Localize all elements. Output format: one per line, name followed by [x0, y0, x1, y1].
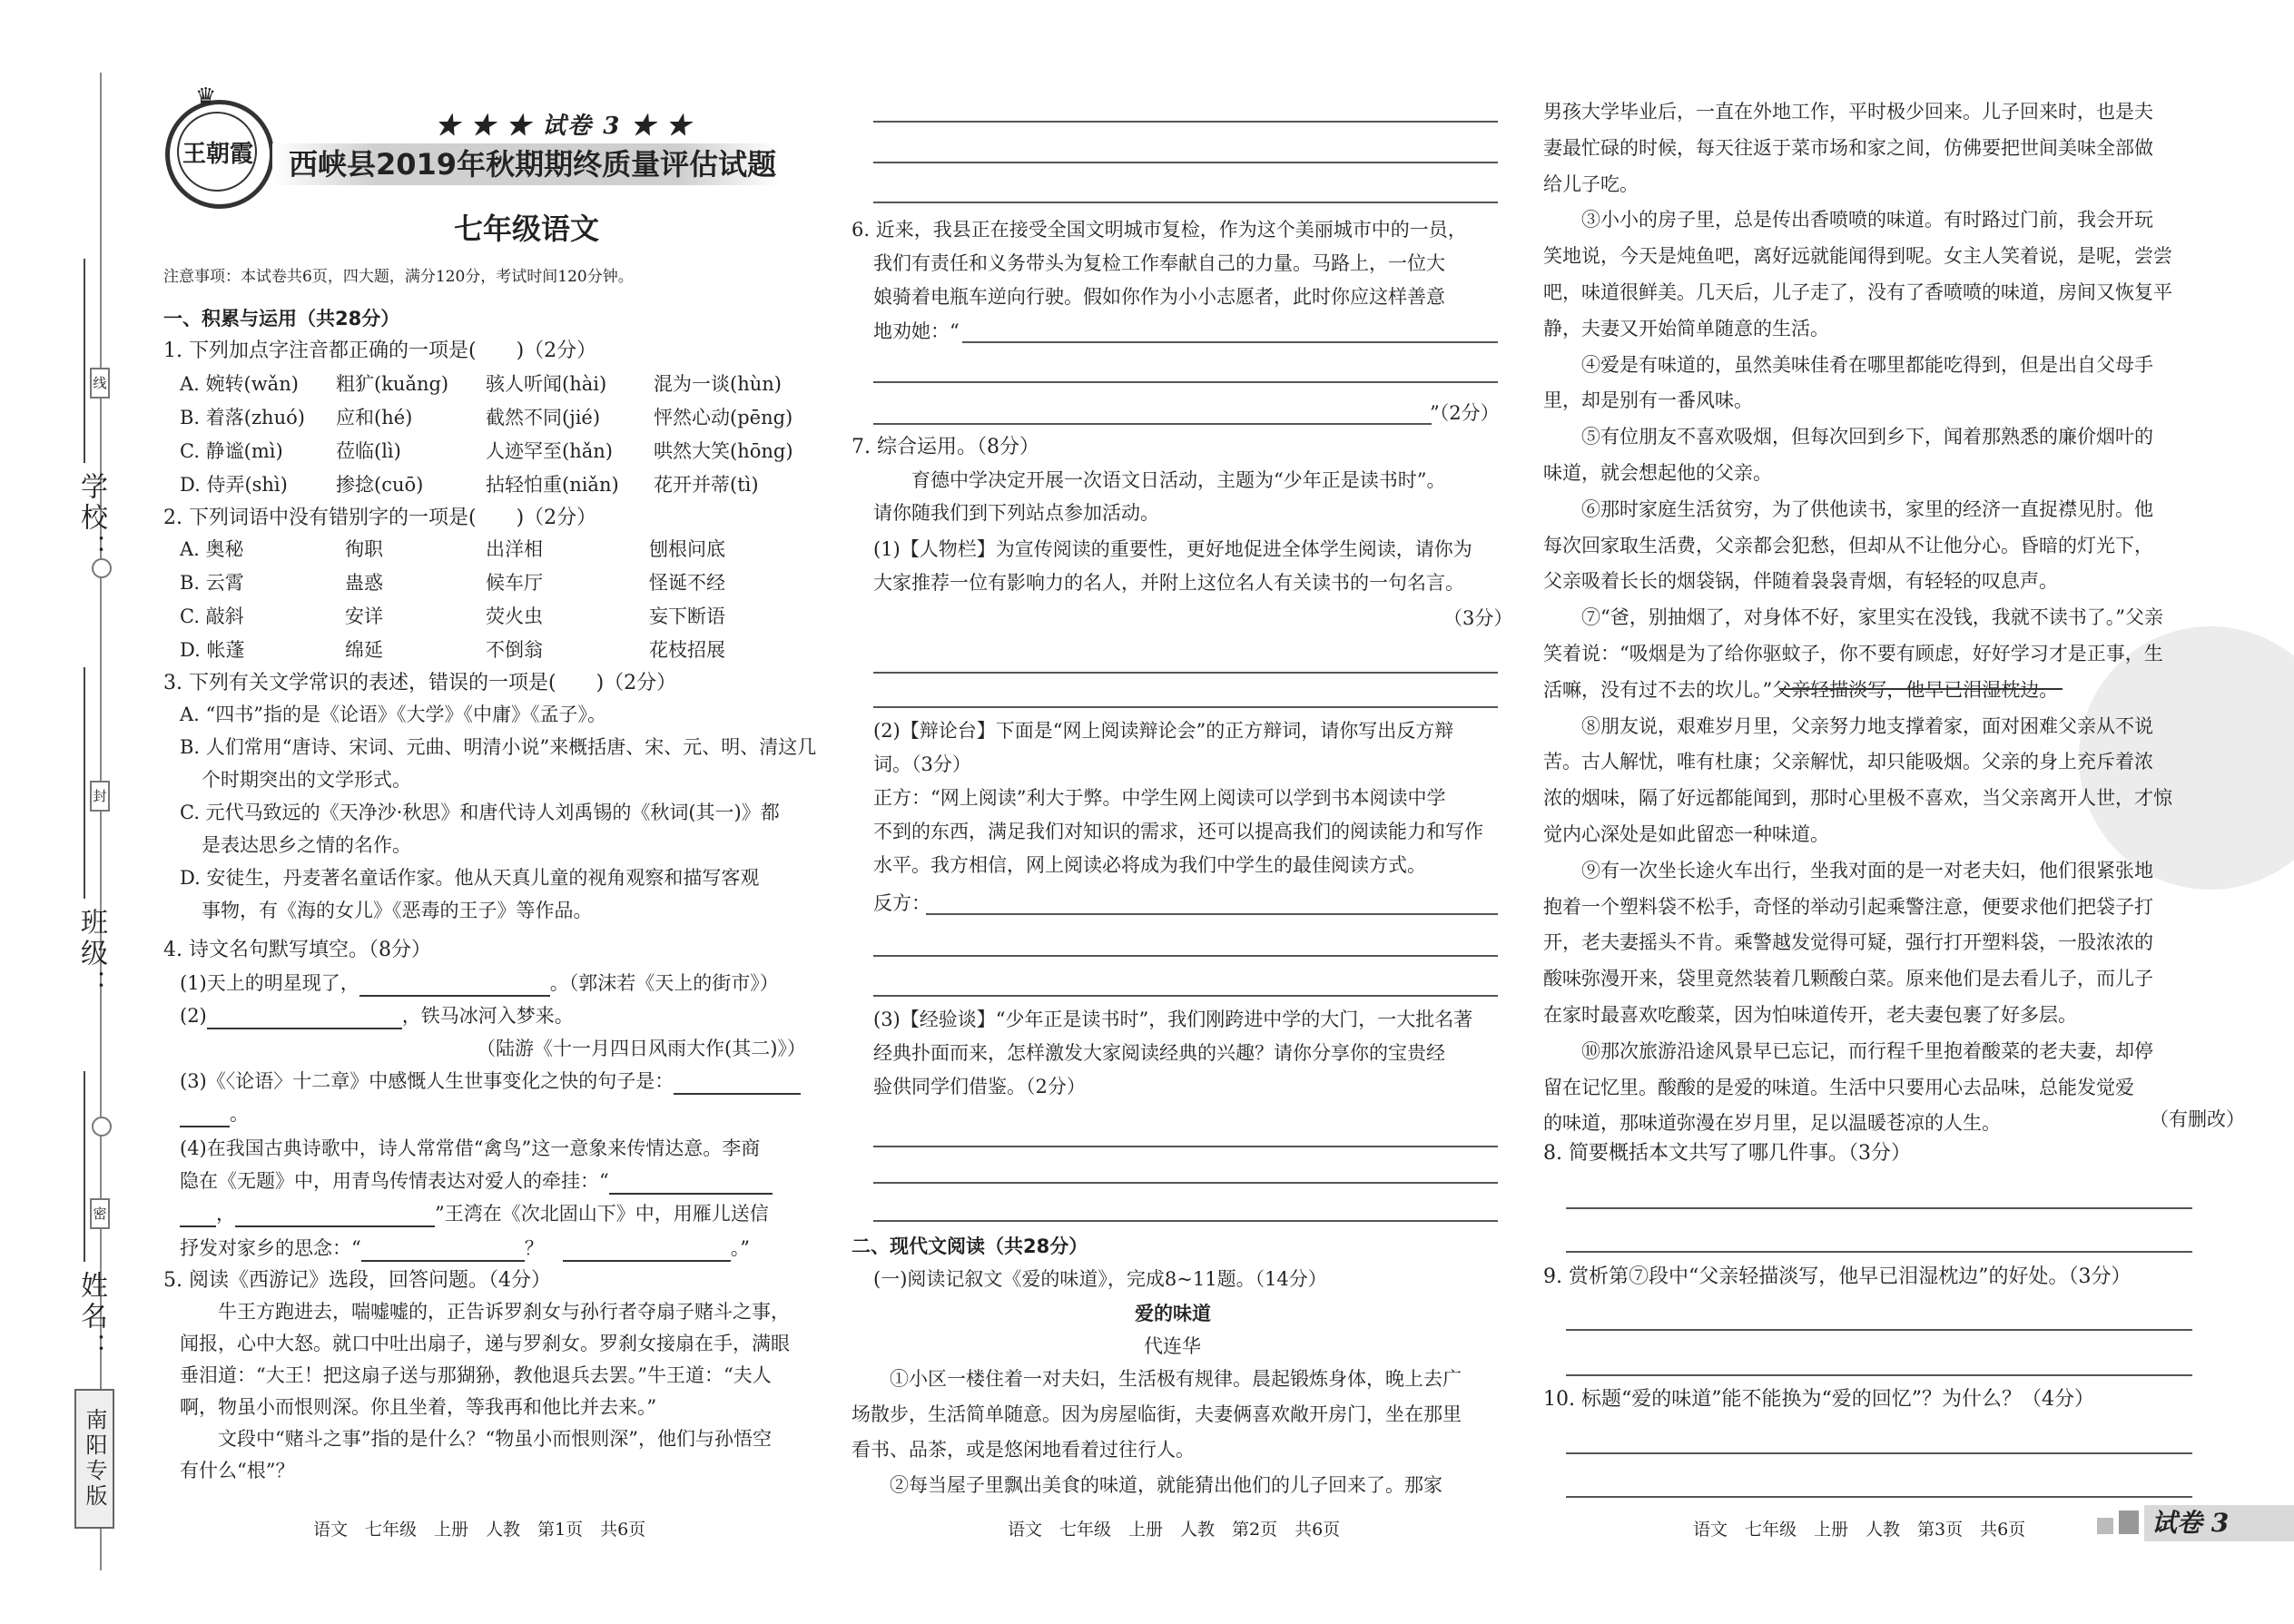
class-field[interactable]: [84, 667, 85, 899]
seal-char-mi: 密: [90, 1198, 110, 1229]
section-2-title: 二、现代文阅读（共28分）: [852, 1235, 1088, 1257]
story-line: 酸味弥漫开来，袋里竟然装着几颗酸白菜。原来他们是去看儿子，而儿子: [1543, 968, 2153, 990]
q4-4-blank-c[interactable]: [235, 1225, 435, 1227]
q3-option-line: 是表达思乡之情的名作。: [202, 834, 411, 856]
q7-1-score: （3分）: [1443, 607, 1513, 629]
q4-2: (2) ，铁马冰河入梦来。: [180, 1002, 574, 1029]
paper-tag: 试卷 3: [2151, 1508, 2230, 1538]
q7-2-line: 正方：“网上阅读”利大于弊。中学生网上阅读可以学到书本阅读中学: [873, 787, 1446, 809]
q5-passage-line: 牛王方跑进去，喘嘘嘘的，正告诉罗刹女与孙行者夺扇子赌斗之事，: [180, 1301, 790, 1323]
class-label: 班级：: [75, 908, 107, 1000]
q8-answer-line[interactable]: [1566, 1207, 2192, 1209]
story-line: 吧，味道很鲜美。几天后，儿子走了，没有了香喷喷的味道，房间又恢复平: [1543, 281, 2172, 303]
q4-4-blank-d[interactable]: [361, 1260, 525, 1262]
footer-page-1: 语文 七年级 上册 人教 第1页 共6页: [313, 1520, 646, 1540]
q6-answer-line[interactable]: [873, 423, 1432, 425]
q7-2-answer-line[interactable]: [926, 913, 1498, 915]
answer-line[interactable]: [873, 121, 1498, 123]
q1-option: 莅临(lì): [336, 440, 401, 462]
q5-passage-line: 有什么“根”？: [180, 1460, 295, 1481]
q2-option: 刨根问底: [649, 538, 725, 560]
story-line: 给儿子吃。: [1543, 172, 1639, 195]
subject-title: 七年级语文: [454, 212, 600, 246]
seal-char-feng: 封: [90, 781, 110, 812]
q2-option: 荧火虫: [486, 605, 543, 627]
q6-line: 我们有责任和义务带头为复检工作奉献自己的力量。马路上，一位大: [873, 252, 1445, 274]
q1-option: B. 着落(zhuó): [180, 407, 305, 428]
q4-3: (3)《〈论语〉十二章》中感慨人生世事变化之快的句子是：: [180, 1068, 801, 1095]
q10-answer-line[interactable]: [1566, 1452, 2192, 1454]
q1-option: C. 静谧(mì): [180, 440, 283, 462]
q2-option: 绵延: [345, 639, 383, 661]
story-line: 浓的烟味，隔了好远都能闻到，那时心里极不喜欢，当父亲离开人世，才惊: [1543, 787, 2172, 810]
footer-page-2: 语文 七年级 上册 人教 第2页 共6页: [1008, 1520, 1341, 1540]
q4-4-blank-a[interactable]: [609, 1193, 773, 1195]
q2-stem: 2. 下列词语中没有错别字的一项是( )（2分）: [163, 507, 597, 529]
story-line: 笑着说：“吸烟是为了给你驱蚊子，你不要有顾虑，好好学习才是正事，生: [1543, 643, 2163, 664]
q2-option: 不倒翁: [486, 639, 543, 661]
q5-passage-line: 啊，物虽小而恨则深。你且坐着，等我再和他比并去来。”: [180, 1396, 657, 1418]
q7-3-line: 验供同学们借鉴。（2分）: [873, 1076, 1086, 1097]
q6-score: ”（2分）: [1430, 402, 1500, 424]
q2-option: 安详: [345, 605, 383, 627]
answer-line[interactable]: [873, 162, 1498, 163]
story-line: ①小区一楼住着一对夫妇，生活极有规律。晨起锻炼身体，晚上去广: [852, 1368, 1462, 1390]
story-line: 觉内心深处是如此留恋一种味道。: [1543, 823, 1829, 845]
reading-1-intro: (一)阅读记叙文《爱的味道》，完成8~11题。（14分）: [873, 1268, 1327, 1290]
q3-option-line: 事物，有《海的女儿》《恶毒的王子》等作品。: [202, 900, 593, 921]
story-line: 男孩大学毕业后，一直在外地工作，平时极少回来。儿子回来时，也是夫: [1543, 101, 2153, 123]
q4-3b: 。: [180, 1100, 249, 1127]
q2-option: 妄下断语: [649, 605, 725, 627]
q1-option: D. 侍弄(shì): [180, 474, 288, 496]
story-line: 苦。古人解忧，唯有杜康；父亲解忧，却只能吸烟。父亲的身上充斥着浓: [1543, 751, 2153, 773]
q10-stem: 10. 标题“爱的味道”能不能换为“爱的回忆”？为什么？（4分）: [1543, 1388, 2094, 1411]
q5-stem: 5. 阅读《西游记》选段，回答问题。（4分）: [163, 1269, 551, 1292]
q1-option: 掺捻(cuō): [336, 474, 424, 496]
q6-answer-line[interactable]: [962, 341, 1498, 343]
name-label: 姓名：: [75, 1271, 107, 1363]
story-line: 的味道，那味道弥漫在岁月里，足以温暖苍凉的人生。: [1543, 1112, 2001, 1135]
answer-line[interactable]: [873, 202, 1498, 203]
name-field[interactable]: [84, 1071, 85, 1262]
q9-answer-line[interactable]: [1566, 1329, 2192, 1331]
story-line: ⑧朋友说，艰难岁月里，父亲努力地支撑着家，面对困难父亲从不说: [1543, 714, 2153, 737]
q7-intro-line: 育德中学决定开展一次语文日活动，主题为“少年正是读书时”。: [873, 469, 1446, 491]
crown-icon: ♛: [195, 84, 217, 111]
school-label: 学校：: [75, 472, 107, 565]
story-line: ③小小的房子里，总是传出香喷喷的味道。有时路过门前，我会开玩: [1543, 209, 2153, 231]
story-line: ⑩那次旅游沿途风景早已忘记，而行程千里抱着酸菜的老夫妻，却停: [1543, 1039, 2153, 1062]
q3-option-line: B. 人们常用“唐诗、宋词、元曲、明清小说”来概括唐、宋、元、明、清这几: [180, 736, 817, 758]
q7-2-fan-label: 反方：: [873, 892, 930, 914]
story-line: 妻最忙碌的时候，每天往返于菜市场和家之间，仿佛要把世间美味全部做: [1543, 136, 2153, 159]
q1-stem: 1. 下列加点字注音都正确的一项是( )（2分）: [163, 340, 597, 362]
story-line: 留在记忆里。酸酸的是爱的味道。生活中只要用心去品味，总能发觉爱: [1543, 1076, 2134, 1098]
q9-answer-line[interactable]: [1566, 1374, 2192, 1376]
school-field[interactable]: [84, 259, 85, 463]
q7-3-answer-line[interactable]: [873, 1220, 1498, 1222]
q7-1-line: (1)【人物栏】为宣传阅读的重要性，更好地促进全体学生阅读，请你为: [873, 538, 1472, 560]
q2-option: D. 帐蓬: [180, 639, 245, 661]
edition-label: 南阳专版: [74, 1389, 114, 1529]
story-line: ⑨有一次坐长途火车出行，坐我对面的是一对老夫妇，他们很紧张地: [1543, 859, 2153, 881]
q2-option: 花枝招展: [649, 639, 725, 661]
story-line: 抱着一个塑料袋不松手，奇怪的举动引起乘警注意，便要求他们把袋子打: [1543, 895, 2153, 918]
q8-stem: 8. 简要概括本文共写了哪几件事。（3分）: [1543, 1142, 1911, 1165]
q4-4-line4: 抒发对家乡的思念：“ ？ 。”: [180, 1235, 750, 1262]
q6-line: 6. 近来，我县正在接受全国文明城市复检，作为这个美丽城市中的一员，: [852, 219, 1467, 241]
q2-option: 徇职: [345, 538, 383, 560]
q7-1-answer-line[interactable]: [873, 672, 1498, 674]
q4-1: (1)天上的明星现了， 。（郭沫若《天上的街市》）: [180, 969, 779, 997]
q7-3-line: (3)【经验谈】“少年正是读书时”，我们刚跨进中学的大门，一大批名著: [873, 1009, 1473, 1030]
story-line: ②每当屋子里飘出美食的味道，就能猜出他们的儿子回来了。那家: [852, 1474, 1442, 1496]
story-line: ⑦“爸，别抽烟了，对身体不好，家里实在没钱，我就不读书了。”父亲: [1543, 606, 2163, 629]
story-line: 静，夫妻又开始简单随意的生活。: [1543, 317, 1829, 340]
q7-3-answer-line[interactable]: [873, 1146, 1498, 1147]
q4-2-source: （陆游《十一月四日风雨大作(其二)》）: [477, 1038, 806, 1059]
q7-2-line: 水平。我方相信，网上阅读必将成为我们中学生的最佳阅读方式。: [873, 854, 1426, 876]
source-note: （有删改）: [2150, 1108, 2245, 1130]
q4-4-line2: 隐在《无题》中，用青鸟传情表达对爱人的牵挂：“: [180, 1167, 773, 1195]
q3-option-line: C. 元代马致远的《天净沙·秋思》和唐代诗人刘禹锡的《秋词(其一)》都: [180, 802, 780, 823]
q4-4-line1: (4)在我国古典诗歌中，诗人常常借“禽鸟”这一意象来传情达意。李商: [180, 1137, 761, 1159]
q6-prompt: 地劝她：“: [873, 320, 960, 342]
q7-2-line: (2)【辩论台】下面是“网上阅读辩论会”的正方辩词，请你写出反方辩: [873, 720, 1454, 742]
q2-option: 出洋相: [486, 538, 543, 560]
q4-4-line3: ， ”王湾在《次北固山下》中，用雁儿送信: [180, 1200, 769, 1227]
logo-text: 王朝霞: [182, 141, 254, 168]
q1-option: 截然不同(jié): [486, 407, 601, 428]
q1-option: 粗犷(kuǎng): [336, 373, 449, 395]
q1-option: 应和(hé): [336, 407, 413, 428]
q3-option-line: D. 安徒生，丹麦著名童话作家。他从天真儿童的视角观察和描写客观: [180, 867, 760, 889]
q10-answer-line[interactable]: [1566, 1496, 2192, 1498]
q4-3-blank-a[interactable]: [674, 1093, 801, 1095]
q1-option: 怦然心动(pēng): [654, 407, 793, 428]
footer-page-3: 语文 七年级 上册 人教 第3页 共6页: [1693, 1520, 2026, 1540]
notice: 注意事项：本试卷共6页，四大题，满分120分，考试时间120分钟。: [163, 268, 634, 286]
q1-option: 混为一谈(hùn): [654, 373, 782, 395]
q1-option: 哄然大笑(hōng): [654, 440, 793, 462]
paper-number-title: ★ ★ ★ 试卷 3 ★ ★: [436, 113, 693, 140]
story-line: ⑤有位朋友不喜欢吸烟，但每次回到乡下，闻着那熟悉的廉价烟叶的: [1543, 426, 2153, 448]
q2-option: 候车厅: [486, 572, 543, 594]
q4-4-blank-e[interactable]: [563, 1260, 731, 1262]
q2-option: B. 云霄: [180, 572, 244, 594]
q7-2-answer-line[interactable]: [873, 995, 1498, 997]
q4-stem: 4. 诗文名句默写填空。（8分）: [163, 939, 431, 961]
q5-passage-line: 闻报，心中大怒。就口中吐出扇子，递与罗刹女。罗刹女接扇在手，满眼: [180, 1333, 790, 1354]
q7-intro-line: 请你随我们到下列站点参加活动。: [873, 502, 1159, 524]
underline-quote: [1779, 688, 2063, 690]
q4-2-blank[interactable]: [207, 1028, 402, 1029]
q4-4-blank-b[interactable]: [180, 1225, 216, 1227]
story-line: 每次回家取生活费，父亲都会犯愁，但却从不让他分心。昏暗的灯光下，: [1543, 534, 2153, 556]
story-line: ⑥那时家庭生活贫穷，为了供他读书，家里的经济一直捉襟见肘。他: [1543, 497, 2153, 520]
story-line: 在家时最喜欢吃酸菜，因为怕味道传开，老夫妻包裹了好多层。: [1543, 1004, 2077, 1026]
story-author: 代连华: [1144, 1335, 1201, 1357]
story-line: 里，却是别有一番风味。: [1543, 389, 1753, 412]
q5-passage-line: 文段中“赌斗之事”指的是什么？“物虽小而恨则深”，他们与孙悟空: [180, 1428, 772, 1450]
q4-3-blank-b[interactable]: [180, 1126, 230, 1127]
q1-option: A. 婉转(wǎn): [180, 373, 299, 395]
q7-1-answer-line[interactable]: [873, 706, 1498, 708]
q7-stem: 7. 综合运用。（8分）: [852, 436, 1039, 458]
seal-char-xian: 线: [90, 368, 110, 399]
q7-1-line: 大家推荐一位有影响力的名人，并附上这位名人有关读书的一句名言。: [873, 572, 1464, 594]
q1-option: 人迹罕至(hǎn): [486, 440, 613, 462]
story-line: 笑地说，今天是炖鱼吧，离好远就能闻得到呢。女主人笑着说，是呢，尝尝: [1543, 245, 2172, 268]
q8-answer-line[interactable]: [1566, 1251, 2192, 1253]
story-line: 父亲吸着长长的烟袋锅，伴随着袅袅青烟，有轻轻的叹息声。: [1543, 570, 2058, 593]
story-line: 场散步，生活简单随意。因为房屋临街，夫妻俩喜欢敞开房门，坐在那里: [852, 1403, 1462, 1425]
q1-option: 花开并蒂(tì): [654, 474, 759, 496]
q5-passage-line: 垂泪道：“大王！把这扇子送与那猢狲，教他退兵去罢。”牛王道：“夫人: [180, 1364, 772, 1386]
exam-title: 西峡县2019年秋期期终质量评估试题: [289, 147, 777, 182]
logo-seal: [165, 100, 274, 209]
q7-2-answer-line[interactable]: [873, 955, 1498, 957]
q2-option: A. 奥秘: [180, 538, 244, 560]
q3-stem: 3. 下列有关文学常识的表述，错误的一项是( )（2分）: [163, 672, 677, 694]
q2-option: C. 敲斜: [180, 605, 244, 627]
story-line: 活嘛，没有过不去的坎儿。”父亲轻描淡写，他早已泪湿枕边。: [1543, 678, 2059, 701]
story-line: ④爱是有味道的，虽然美味佳肴在哪里都能吃得到，但是出自父母手: [1543, 353, 2153, 376]
q7-2-line: 不到的东西，满足我们对知识的需求，还可以提高我们的阅读能力和写作: [873, 821, 1483, 842]
q2-option: 怪诞不经: [649, 572, 725, 594]
story-title: 爱的味道: [1135, 1303, 1211, 1324]
q3-option-line: A. “四书”指的是《论语》《大学》《中庸》《孟子》。: [180, 704, 606, 725]
q9-stem: 9. 赏析第⑦段中“父亲轻描淡写，他早已泪湿枕边”的好处。（3分）: [1543, 1265, 2132, 1288]
q7-3-line: 经典扑面而来，怎样激发大家阅读经典的兴趣？请你分享你的宝贵经: [873, 1042, 1445, 1064]
q2-option: 蛊惑: [345, 572, 383, 594]
q4-1-blank[interactable]: [359, 995, 550, 997]
tag-square: [2097, 1518, 2113, 1534]
q7-3-answer-line[interactable]: [873, 1182, 1498, 1184]
tag-square: [2119, 1511, 2139, 1534]
q7-2-line: 词。（3分）: [873, 753, 971, 775]
story-line: 开，老夫妻摇头不肯。乘警越发觉得可疑，强行打开塑料袋，一股浓浓的: [1543, 931, 2153, 954]
story-line: 看书、品茶，或是悠闲地看着过往行人。: [852, 1439, 1195, 1461]
q6-line: 娘骑着电瓶车逆向行驶。假如你作为小小志愿者，此时你应这样善意: [873, 286, 1445, 308]
q6-answer-line[interactable]: [873, 381, 1498, 383]
q1-option: 拈轻怕重(niǎn): [486, 474, 619, 496]
section-1-title: 一、积累与运用（共28分）: [163, 308, 400, 330]
q3-option-line: 个时期突出的文学形式。: [202, 769, 411, 791]
q1-option: 骇人听闻(hài): [486, 373, 607, 395]
story-line: 味道，就会想起他的父亲。: [1543, 462, 1772, 484]
binding-hole: [92, 1117, 112, 1137]
